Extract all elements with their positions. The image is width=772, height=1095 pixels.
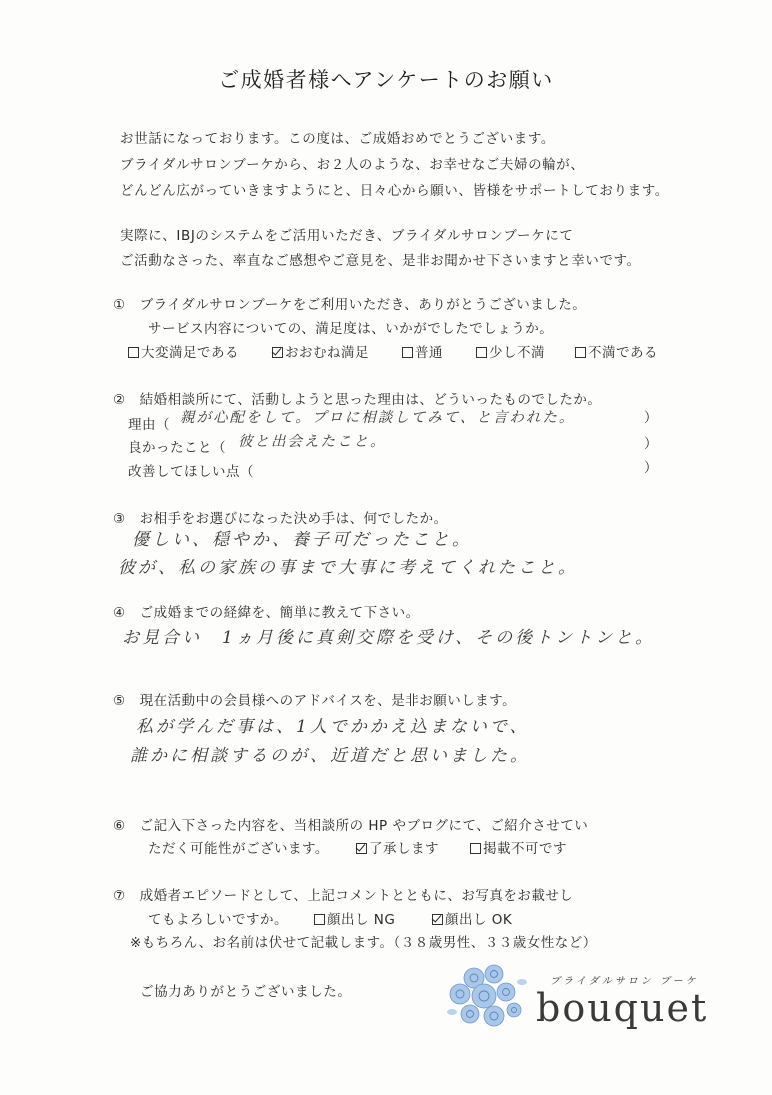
q3-answer-line-1[interactable]: 優しい、穏やか、養子可だったこと。: [132, 530, 472, 550]
option-label: 大変満足である: [141, 345, 239, 361]
option-label: 不満である: [588, 345, 658, 361]
q1-option-2[interactable]: [272, 341, 369, 361]
q5-answer-line-1[interactable]: 私が学んだ事は、1人でかかえ込まないで、: [136, 717, 530, 737]
q2-question: ② 結婚相談所にて、活動しようと思った理由は、どういったものでしたか。: [113, 392, 602, 408]
page-title: ご成婚者様へアンケートのお願い: [218, 68, 554, 92]
q4-answer-line-1[interactable]: お見合い 1ヵ月後に真剣交際を受け、その後トントンと。: [122, 628, 656, 648]
option-label: 少し不満: [489, 345, 545, 361]
q7-question-line2: てもよろしいですか。: [148, 912, 288, 928]
checkbox[interactable]: [476, 347, 487, 358]
option-label: 普通: [415, 345, 443, 361]
q1-option-5[interactable]: [575, 341, 658, 361]
q2-good-close: ）: [644, 436, 658, 452]
checkbox[interactable]: [575, 347, 586, 358]
intro-line-3: どんどん広がっていきますようにと、日々心から願い、皆様をサポートしております。: [120, 183, 669, 199]
q4-question: ④ ご成婚までの経緯を、簡単に教えて下さい。: [113, 605, 420, 621]
q1-question-line2: サービス内容についての、満足度は、いかがでしたでしょうか。: [148, 321, 554, 337]
intro2-line-1: 実際に、IBJのシステムをご活用いただき、ブライダルサロンブーケにて: [120, 228, 574, 244]
q1-option-1[interactable]: [128, 341, 239, 361]
q2-improve-close: ）: [644, 460, 658, 476]
q6-option-2[interactable]: [470, 837, 567, 857]
q7-question: ⑦ 成婚者エピソードとして、上記コメントとともに、お写真をお載せし: [113, 888, 574, 904]
q5-answer-line-2[interactable]: 誰かに相談するのが、近道だと思いました。: [130, 746, 530, 766]
bouquet-logo: [440, 960, 740, 1040]
q3-question: ③ お相手をお選びになった決め手は、何でしたか。: [113, 511, 448, 527]
option-label: 顔出し OK: [445, 912, 513, 928]
q7-option-2[interactable]: [432, 908, 512, 928]
q6-question-line2: ただく可能性がございます。: [148, 841, 329, 857]
q6-question: ⑥ ご記入下さった内容を、当相談所の HP やブログにて、ご紹介させてい: [113, 818, 589, 834]
checkbox-checked[interactable]: [356, 843, 367, 854]
blue-roses-icon: [444, 960, 536, 1034]
checkbox[interactable]: [470, 843, 481, 854]
q5-question: ⑤ 現在活動中の会員様へのアドバイスを、是非お願いします。: [113, 693, 517, 709]
q3-answer-line-2[interactable]: 彼が、私の家族の事まで大事に考えてくれたこと。: [118, 558, 578, 578]
q2-good-answer[interactable]: 彼と出会えたこと。: [238, 434, 387, 450]
intro-line-1: お世話になっております。この度は、ご成婚おめでとうございます。: [120, 131, 555, 147]
q2-reason-answer[interactable]: 親が心配をして。プロに相談してみて、と言われた。: [180, 410, 576, 426]
brand-kana: ブライダルサロン ブーケ: [550, 976, 699, 987]
checkbox[interactable]: [402, 347, 413, 358]
option-label: 掲載不可です: [483, 841, 567, 857]
checkbox-checked[interactable]: [432, 914, 443, 925]
intro2-line-2: ご活動なさった、率直なご感想やご意見を、是非お聞かせ下さいますと幸いです。: [120, 253, 641, 269]
q1-question: ① ブライダルサロンブーケをご利用いただき、ありがとうございました。: [113, 297, 587, 313]
option-label: おおむね満足: [285, 345, 369, 361]
q1-option-3[interactable]: [402, 341, 443, 361]
checkbox-checked[interactable]: [272, 347, 283, 358]
q6-option-1[interactable]: [356, 837, 439, 857]
checkbox[interactable]: [128, 347, 139, 358]
q2-reason-label: 理由（: [128, 417, 170, 433]
option-label: 了承します: [369, 841, 439, 857]
q2-improve-label: 改善してほしい点（: [128, 464, 254, 480]
option-label: 顔出し NG: [327, 912, 396, 928]
checkbox[interactable]: [314, 914, 325, 925]
q2-good-label: 良かったこと（: [128, 440, 226, 456]
brand-name: bouquet: [536, 986, 709, 1030]
q2-reason-close: ）: [644, 410, 658, 426]
closing-text: ご協力ありがとうございました。: [140, 984, 352, 1000]
q1-option-4[interactable]: [476, 341, 545, 361]
intro-line-2: ブライダルサロンブーケから、お２人のような、お幸せなご夫婦の輪が、: [120, 157, 585, 173]
q7-note: ※もちろん、お名前は伏せて記載します。（３８歳男性、３３歳女性など）: [130, 935, 597, 951]
q7-option-1[interactable]: [314, 908, 395, 928]
